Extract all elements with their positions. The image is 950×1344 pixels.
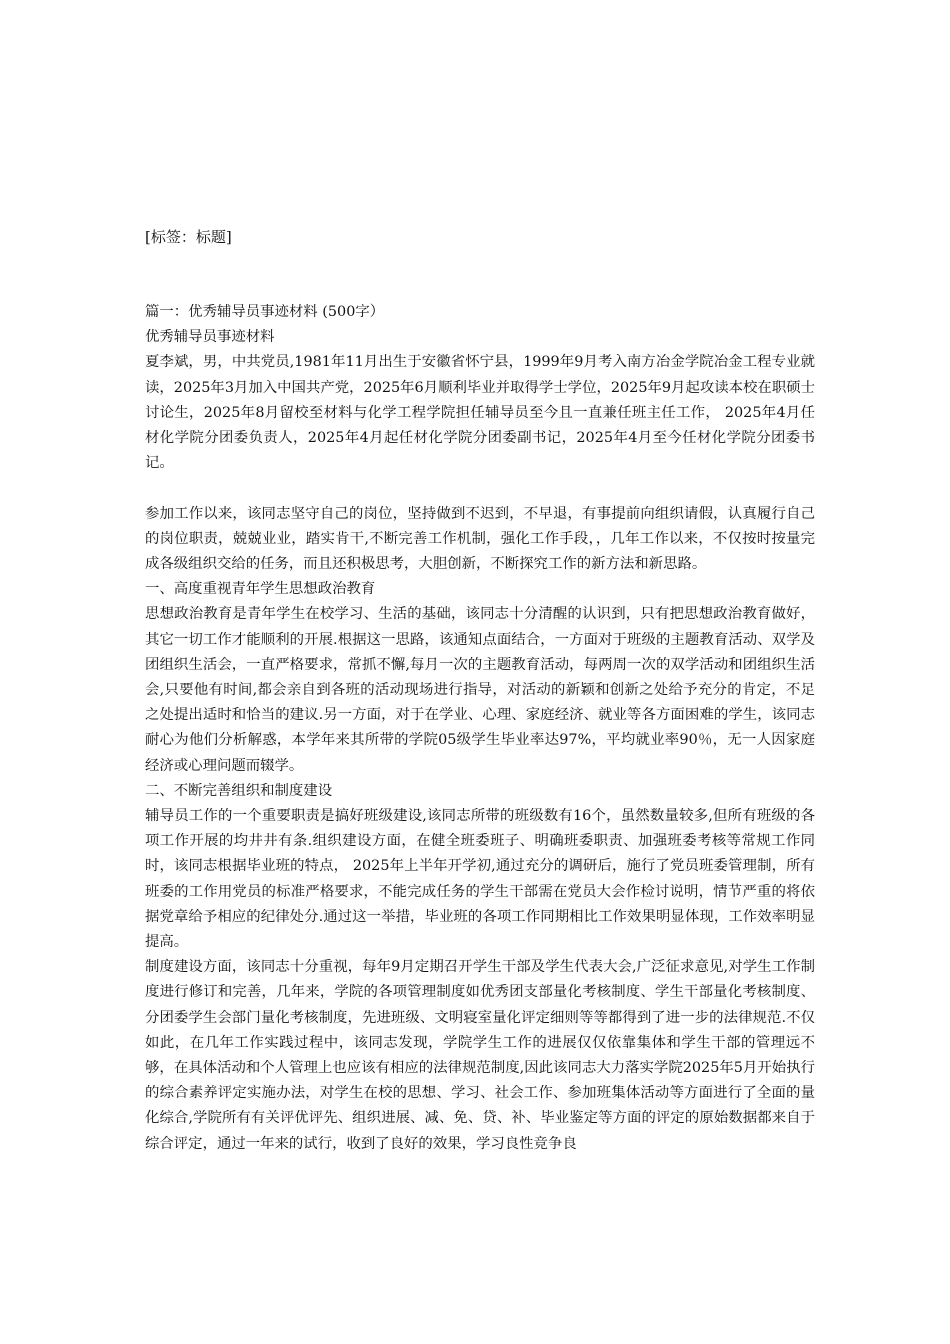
section-2-paragraph-continued: 制度建设方面，该同志十分重视，每年9月定期召开学生干部及学生代表大会,广泛征求意见,对学生工作制度进行修订和完善，几年来，学院的各项管理制度如优秀团支部量化考核制度、学生干部量化考核制度、分团委学生会部门量化考核制度，先进班级、文明寝室量化评定细则等等都得到了进一步的法律规范.不仅如此，在几年工作实践过程中，该同志发现，学院学生工作的进展仅仅依靠集体和学生干部的管理远不够，在具体活动和个人管理上也应该有相应的法律规范制度,因此该同志大力落实学院2025年5月开始执行的综合素养评定实施办法，对学生在校的思想、学习、社会工作、参加班集体活动等方面进行了全面的量化综合,学院所有有关评优评先、组织进展、减、免、贷、补、毕业鉴定等方面的评定的原始数据都来自于综合评定，通过一年来的试行，收到了良好的效果，学习良性竞争良: [145, 959, 815, 1152]
section-heading-1: 一、高度重视青年学生思想政治教育: [145, 581, 376, 598]
article-body: [145, 300, 815, 1157]
work-paragraph: 参加工作以来，该同志坚守自己的岗位，坚持做到不迟到，不早退，有事提前向组织请假，认真履行自己的岗位职责，兢兢业业，踏实肯干,不断完善工作机制，强化工作手段，，几年工作以来，不仅按时按量完成各级组织交给的任务，而且还积极思考，大胆创新，不断探究工作的新方法和新思路。: [145, 505, 815, 573]
section-2-paragraph: 辅导员工作的一个重要职责是搞好班级建设,该同志所带的班级数有16个，虽然数量较多,但所有班级的各项工作开展的均井井有条.组织建设方面，在健全班委班子、明确班委职责、加强班委考核等常规工作同时，该同志根据毕业班的特点， 2025年上半年开学初,通过充分的调研后，施行了党员班委管理制，所有班委的工作用党员的标准严格要求，不能完成任务的学生干部需在党员大会作检讨说明，情节严重的将依据党章给予相应的纪律处分.通过这一举措，毕业班的各项工作同期相比工作效果明显体现，工作效率明显提高。: [145, 808, 815, 951]
article-title: 篇一：优秀辅导员事迹材料 (500字）: [145, 304, 385, 320]
section-heading-2: 二、不断完善组织和制度建设: [145, 782, 333, 799]
article-subtitle: 优秀辅导员事迹材料: [145, 329, 275, 346]
section-1-paragraph: 思想政治教育是青年学生在校学习、生活的基础，该同志十分清醒的认识到，只有把思想政治教育做好，其它一切工作才能顺利的开展.根据这一思路，该通知点面结合，一方面对于班级的主题教育活动、双学及团组织生活会，一直严格要求，常抓不懈,每月一次的主题教育活动，每两周一次的双学活动和团组织生活会,只要他有时间,都会亲自到各班的活动现场进行指导，对活动的新颖和创新之处给予充分的肯定，不足之处提出适时和恰当的建议.另一方面，对于在学业、心理、家庭经济、就业等各方面困难的学生，该同志耐心为他们分析解惑，本学年来其所带的学院05级学生毕业率达97%，平均就业率90％，无一人因家庭经济或心理问题而辍学。: [145, 606, 815, 774]
intro-paragraph: 夏李斌，男，中共党员,1981年11月出生于安徽省怀宁县，1999年9月考入南方冶金学院冶金工程专业就读，2025年3月加入中国共产党，2025年6月顺利毕业并取得学士学位，2025年9月起攻读本校在职硕士讨论生，2025年8月留校至材料与化学工程学院担任辅导员至今且一直兼任班主任工作， 2025年4月任材化学院分团委负责人，2025年4月起任材化学院分团委副书记，2025年4月至今任材化学院分团委书记。: [145, 354, 815, 472]
tag-line: [标签：标题]: [145, 228, 232, 246]
paragraph-spacer: [145, 476, 815, 501]
